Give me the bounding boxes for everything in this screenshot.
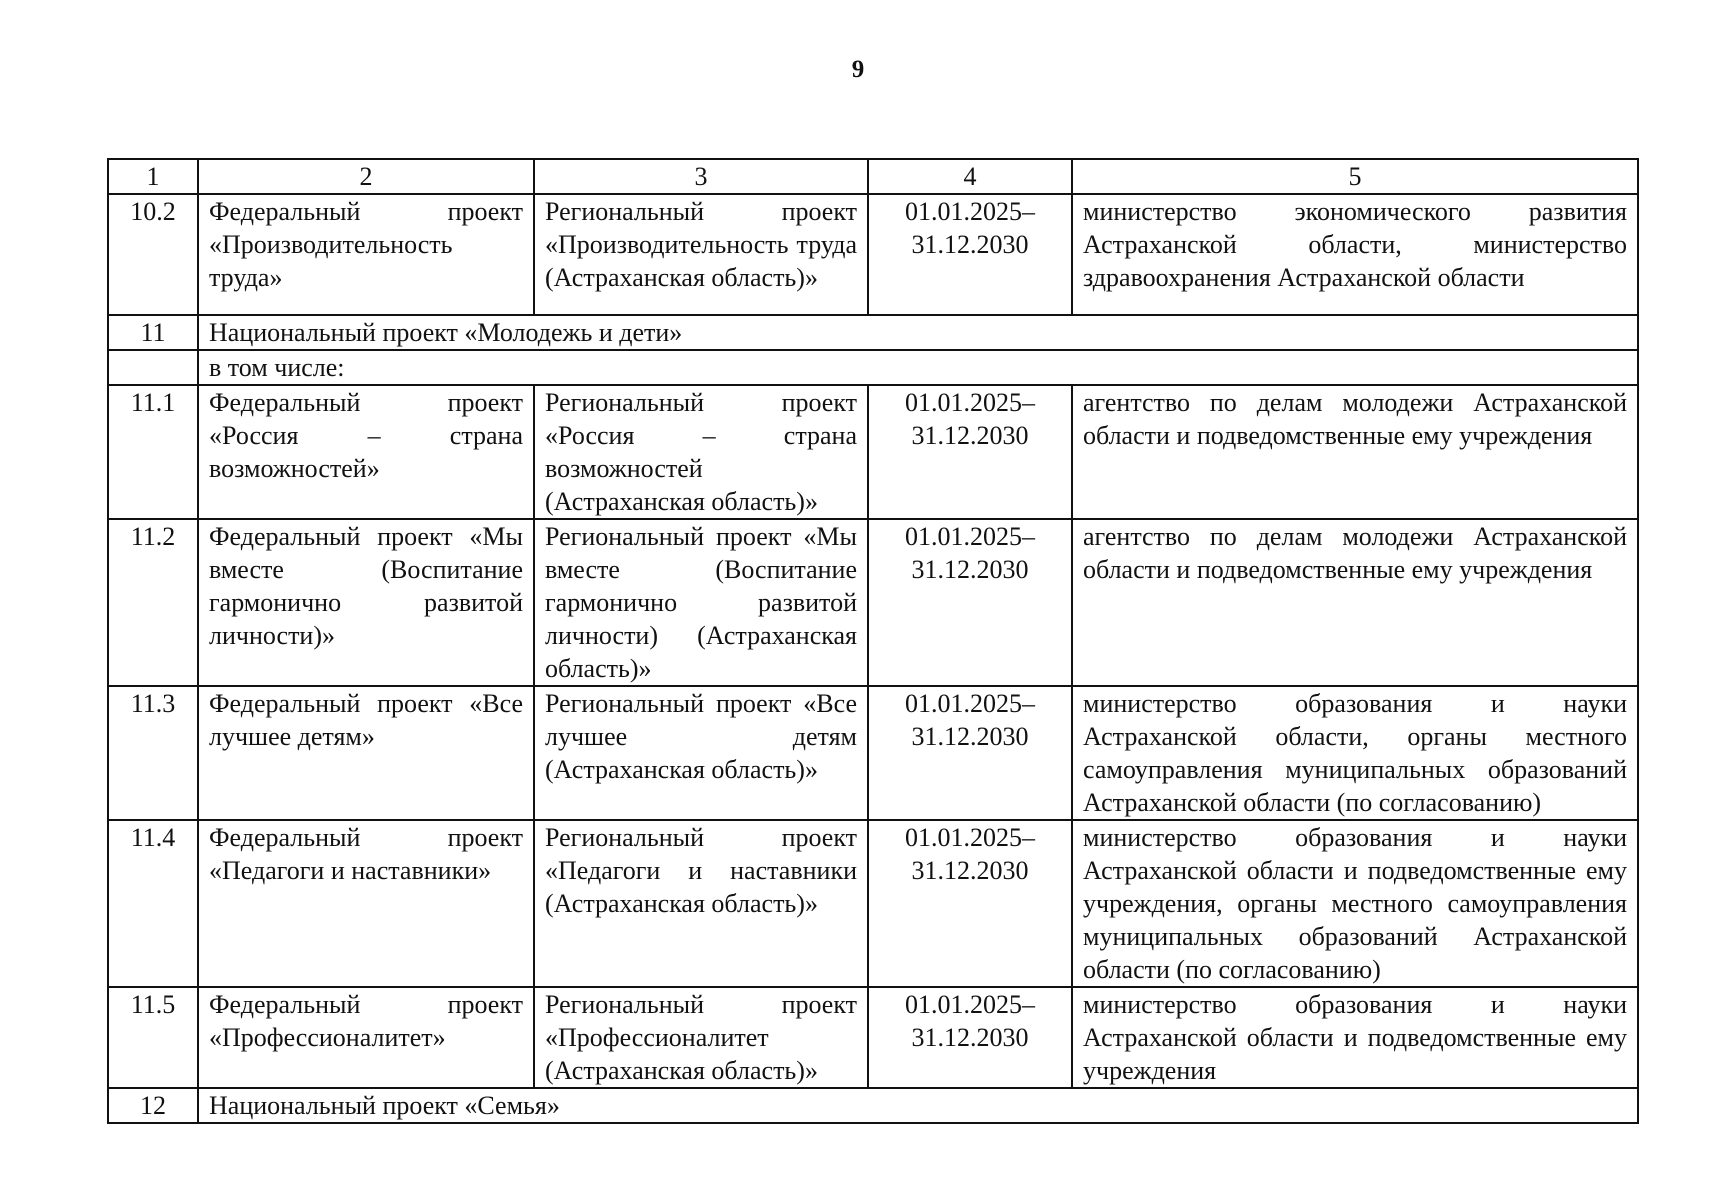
national-project-title: Национальный проект «Молодежь и дети»	[198, 315, 1638, 350]
header-cell-federal: 2	[198, 159, 534, 194]
table-row	[108, 385, 1638, 519]
regional-project: Региональный проект «Россия – страна возможностей (Астраханская область)»	[534, 385, 868, 519]
table-row	[108, 820, 1638, 987]
federal-project: Федеральный проект «Педагоги и наставники»	[198, 820, 534, 987]
regional-project: Региональный проект «Педагоги и наставники (Астраханская область)»	[534, 820, 868, 987]
table-header-row	[108, 159, 1638, 194]
responsible: министерство экономического развития Астраханской области, министерство здравоохранения Астраханской области	[1072, 194, 1638, 315]
row-number	[108, 350, 198, 385]
national-project-title: Национальный проект «Семья»	[198, 1088, 1638, 1123]
header-cell-regional: 3	[534, 159, 868, 194]
subsection-row	[108, 350, 1638, 385]
responsible: министерство образования и науки Астраханской области и подведомственные ему учреждения	[1072, 987, 1638, 1088]
period: 01.01.2025–31.12.2030	[868, 987, 1072, 1088]
row-number: 11.1	[108, 385, 198, 519]
header-cell-period: 4	[868, 159, 1072, 194]
page-number: 9	[851, 56, 865, 83]
row-number: 11.5	[108, 987, 198, 1088]
row-number: 11.4	[108, 820, 198, 987]
federal-project: Федеральный проект «Мы вместе (Воспитание гармонично развитой личности)»	[198, 519, 534, 686]
period: 01.01.2025–31.12.2030	[868, 519, 1072, 686]
row-number: 11.3	[108, 686, 198, 820]
responsible: министерство образования и науки Астраханской области и подведомственные ему учреждения, органы местного самоуправления муниципальных образований Астраханской области (по согласованию)	[1072, 820, 1638, 987]
table-row	[108, 194, 1638, 315]
period: 01.01.2025–31.12.2030	[868, 194, 1072, 315]
regional-project: Региональный проект «Производительность труда (Астраханская область)»	[534, 194, 868, 315]
header-cell-number: 1	[108, 159, 198, 194]
table-row	[108, 519, 1638, 686]
section-row	[108, 1088, 1638, 1123]
including-label: в том числе:	[198, 350, 1638, 385]
federal-project: Федеральный проект «Россия – страна возможностей»	[198, 385, 534, 519]
row-number: 11	[108, 315, 198, 350]
period: 01.01.2025–31.12.2030	[868, 686, 1072, 820]
regional-project: Региональный проект «Профессионалитет (Астраханская область)»	[534, 987, 868, 1088]
projects-table	[107, 158, 1639, 1124]
table-row	[108, 686, 1638, 820]
federal-project: Федеральный проект «Профессионалитет»	[198, 987, 534, 1088]
regional-project: Региональный проект «Все лучшее детям (Астраханская область)»	[534, 686, 868, 820]
regional-project: Региональный проект «Мы вместе (Воспитание гармонично развитой личности) (Астраханская область)»	[534, 519, 868, 686]
table-row	[108, 987, 1638, 1088]
federal-project: Федеральный проект «Все лучшее детям»	[198, 686, 534, 820]
federal-project: Федеральный проект «Производительность труда»	[198, 194, 534, 315]
responsible: агентство по делам молодежи Астраханской области и подведомственные ему учреждения	[1072, 519, 1638, 686]
row-number: 12	[108, 1088, 198, 1123]
row-number: 11.2	[108, 519, 198, 686]
row-number: 10.2	[108, 194, 198, 315]
responsible: агентство по делам молодежи Астраханской области и подведомственные ему учреждения	[1072, 385, 1638, 519]
responsible: министерство образования и науки Астраханской области, органы местного самоуправления муниципальных образований Астраханской области (по согласованию)	[1072, 686, 1638, 820]
period: 01.01.2025–31.12.2030	[868, 820, 1072, 987]
section-row	[108, 315, 1638, 350]
period: 01.01.2025–31.12.2030	[868, 385, 1072, 519]
header-cell-responsible: 5	[1072, 159, 1638, 194]
